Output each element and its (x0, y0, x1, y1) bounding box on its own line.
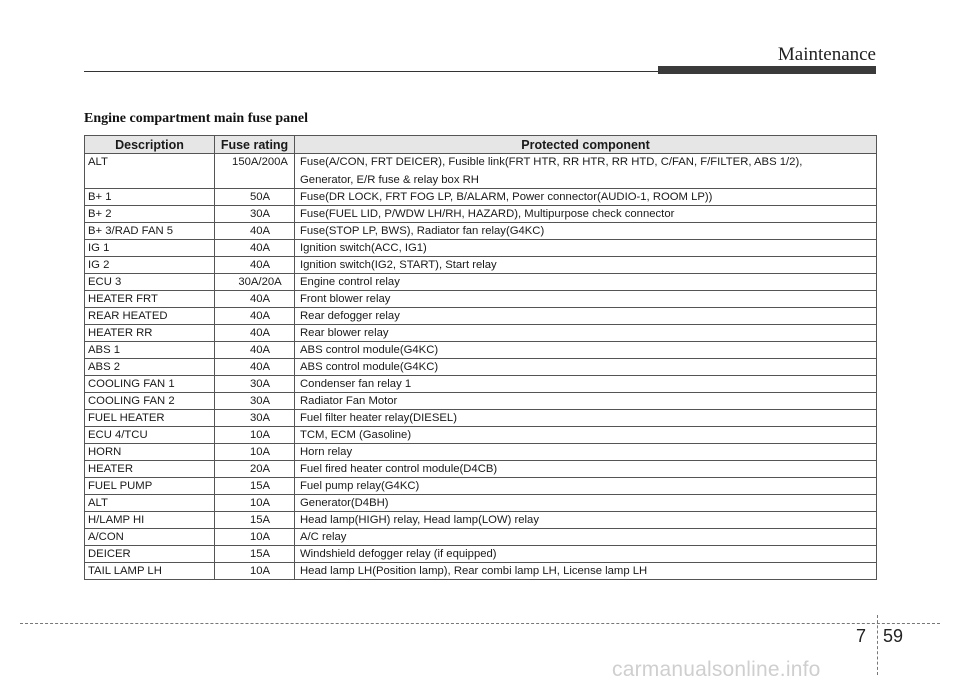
cell-fuse-rating (215, 393, 295, 410)
cell-protected-component-text: Head lamp LH(Position lamp), Rear combi lamp LH, License lamp LH (300, 565, 648, 577)
cell-description (85, 342, 215, 359)
table-row (85, 223, 877, 240)
cell-protected-component-text: Generator(D4BH) (300, 497, 389, 509)
cell-fuse-rating (215, 512, 295, 529)
cell-description (85, 359, 215, 376)
cell-protected-component (295, 376, 877, 393)
cell-fuse-rating (215, 154, 295, 189)
cell-description (85, 529, 215, 546)
cell-fuse-rating (215, 240, 295, 257)
cell-description (85, 478, 215, 495)
cell-description-text: FUEL PUMP (88, 480, 153, 492)
table-row (85, 291, 877, 308)
cell-protected-component-text: Fuse(STOP LP, BWS), Radiator fan relay(G4KC) (300, 225, 545, 237)
cell-description (85, 240, 215, 257)
cell-protected-component (295, 240, 877, 257)
cell-description-text: ECU 3 (88, 276, 122, 288)
cell-fuse-rating (215, 444, 295, 461)
cell-description-text: HEATER FRT (88, 293, 158, 305)
cell-protected-component (295, 308, 877, 325)
table-row (85, 461, 877, 478)
cell-description-text: IG 2 (88, 259, 110, 271)
cell-description (85, 308, 215, 325)
cell-fuse-rating-text: 15A (249, 480, 271, 492)
cell-fuse-rating (215, 291, 295, 308)
table-row (85, 154, 877, 189)
cell-description-text: HEATER RR (88, 327, 153, 339)
cell-protected-component-text: Fuel pump relay(G4KC) (300, 480, 420, 492)
cell-fuse-rating (215, 461, 295, 478)
cell-protected-component (295, 274, 877, 291)
table-row (85, 495, 877, 512)
cell-description-text: REAR HEATED (88, 310, 168, 322)
cell-description (85, 410, 215, 427)
cell-description-text: ALT (88, 156, 108, 168)
cell-fuse-rating-text: 15A (249, 548, 271, 560)
cell-protected-component (295, 427, 877, 444)
cell-fuse-rating-text: 40A (249, 225, 271, 237)
footer-dashed-divider (877, 615, 878, 675)
cell-protected-component-text: Horn relay (300, 446, 353, 458)
cell-description-text: ECU 4/TCU (88, 429, 148, 441)
cell-protected-component-text-line2: Generator, E/R fuse & relay box RH (300, 174, 479, 186)
cell-protected-component-text: Engine control relay (300, 276, 400, 288)
cell-fuse-rating-text: 30A (249, 378, 271, 390)
table-row (85, 427, 877, 444)
cell-description (85, 376, 215, 393)
cell-protected-component-text: Ignition switch(ACC, IG1) (300, 242, 427, 254)
cell-fuse-rating (215, 359, 295, 376)
table-row (85, 529, 877, 546)
column-header-fuse-rating: Fuse rating (215, 136, 295, 154)
cell-description (85, 546, 215, 563)
cell-fuse-rating-text: 30A/20A (238, 276, 282, 288)
header-rule-thin (84, 71, 658, 72)
cell-fuse-rating-text: 20A (249, 463, 271, 475)
watermark: carmanualsonline.info (612, 658, 821, 681)
cell-description (85, 427, 215, 444)
cell-protected-component-text: Fuel fired heater control module(D4CB) (300, 463, 498, 475)
cell-fuse-rating-text: 10A (249, 565, 271, 577)
cell-description (85, 189, 215, 206)
footer-dashed-rule (20, 623, 940, 624)
cell-protected-component (295, 223, 877, 240)
cell-description-text: A/CON (88, 531, 124, 543)
cell-protected-component (295, 359, 877, 376)
cell-protected-component (295, 410, 877, 427)
cell-description (85, 563, 215, 580)
cell-fuse-rating (215, 529, 295, 546)
cell-description (85, 291, 215, 308)
page-header-title: Maintenance (777, 44, 876, 65)
cell-description-text: ABS 2 (88, 361, 121, 373)
cell-protected-component (295, 206, 877, 223)
cell-fuse-rating (215, 189, 295, 206)
cell-protected-component-text: Fuse(A/CON, FRT DEICER), Fusible link(FRT HTR, RR HTR, RR HTD, C/FAN, F/FILTER, ABS 1/2), (300, 156, 803, 168)
cell-protected-component (295, 529, 877, 546)
cell-description-text: HEATER (88, 463, 133, 475)
cell-fuse-rating-text: 30A (249, 208, 271, 220)
cell-fuse-rating (215, 495, 295, 512)
cell-description (85, 223, 215, 240)
cell-fuse-rating-text: 40A (249, 361, 271, 373)
cell-protected-component (295, 189, 877, 206)
cell-fuse-rating-text: 10A (249, 429, 271, 441)
cell-protected-component-text: Condenser fan relay 1 (300, 378, 412, 390)
cell-fuse-rating (215, 206, 295, 223)
cell-fuse-rating-text: 10A (249, 497, 271, 509)
cell-fuse-rating-text: 10A (249, 446, 271, 458)
fuse-table (84, 135, 877, 580)
cell-description (85, 444, 215, 461)
column-header-description: Description (85, 136, 215, 154)
table-row (85, 444, 877, 461)
cell-description (85, 325, 215, 342)
cell-description-text: DEICER (88, 548, 131, 560)
cell-description (85, 495, 215, 512)
cell-fuse-rating (215, 478, 295, 495)
cell-protected-component (295, 495, 877, 512)
cell-fuse-rating (215, 546, 295, 563)
cell-protected-component (295, 563, 877, 580)
cell-protected-component-text: Rear defogger relay (300, 310, 400, 322)
cell-description-text: B+ 2 (88, 208, 112, 220)
cell-fuse-rating-text: 40A (249, 259, 271, 271)
cell-fuse-rating (215, 257, 295, 274)
table-row (85, 478, 877, 495)
cell-protected-component (295, 325, 877, 342)
cell-fuse-rating-text: 15A (249, 514, 271, 526)
cell-description (85, 257, 215, 274)
cell-fuse-rating-text: 10A (249, 531, 271, 543)
cell-fuse-rating-text: 30A (249, 412, 271, 424)
cell-protected-component-text: ABS control module(G4KC) (300, 361, 439, 373)
cell-protected-component (295, 154, 877, 189)
cell-description-text: TAIL LAMP LH (88, 565, 162, 577)
cell-fuse-rating (215, 427, 295, 444)
cell-protected-component-text: Ignition switch(IG2, START), Start relay (300, 259, 497, 271)
cell-fuse-rating-text: 40A (249, 310, 271, 322)
cell-protected-component-text: A/C relay (300, 531, 347, 543)
table-row (85, 376, 877, 393)
cell-fuse-rating (215, 342, 295, 359)
cell-protected-component (295, 478, 877, 495)
cell-description-text: B+ 3/RAD FAN 5 (88, 225, 174, 237)
cell-protected-component (295, 546, 877, 563)
cell-description-text: ABS 1 (88, 344, 121, 356)
cell-protected-component (295, 444, 877, 461)
table-row (85, 393, 877, 410)
cell-description (85, 461, 215, 478)
cell-description (85, 274, 215, 291)
cell-fuse-rating (215, 308, 295, 325)
cell-protected-component (295, 342, 877, 359)
cell-protected-component-text: ABS control module(G4KC) (300, 344, 439, 356)
cell-fuse-rating (215, 410, 295, 427)
table-row (85, 546, 877, 563)
table-row (85, 240, 877, 257)
cell-protected-component-text: TCM, ECM (Gasoline) (300, 429, 412, 441)
cell-fuse-rating-text: 30A (249, 395, 271, 407)
cell-description-text: COOLING FAN 1 (88, 378, 175, 390)
cell-description-text: HORN (88, 446, 122, 458)
cell-fuse-rating (215, 223, 295, 240)
cell-protected-component-text: Fuse(FUEL LID, P/WDW LH/RH, HAZARD), Multipurpose check connector (300, 208, 675, 220)
cell-protected-component (295, 257, 877, 274)
table-row (85, 342, 877, 359)
header-rule-thick (658, 66, 876, 74)
table-row (85, 308, 877, 325)
cell-fuse-rating (215, 376, 295, 393)
table-row (85, 563, 877, 580)
cell-fuse-rating-text: 50A (249, 191, 271, 203)
cell-description (85, 512, 215, 529)
cell-fuse-rating (215, 325, 295, 342)
chapter-number: 7 (856, 626, 867, 646)
column-header-protected-component: Protected component (295, 136, 877, 154)
table-row (85, 410, 877, 427)
cell-protected-component (295, 291, 877, 308)
cell-description-text: IG 1 (88, 242, 110, 254)
cell-description (85, 393, 215, 410)
cell-fuse-rating (215, 563, 295, 580)
cell-fuse-rating (215, 274, 295, 291)
cell-fuse-rating-text: 150A/200A (232, 156, 288, 168)
cell-description-text: FUEL HEATER (88, 412, 165, 424)
cell-description-text: H/LAMP HI (88, 514, 145, 526)
section-title: Engine compartment main fuse panel (84, 111, 308, 126)
table-row (85, 257, 877, 274)
table-row (85, 325, 877, 342)
cell-protected-component-text: Rear blower relay (300, 327, 389, 339)
cell-description (85, 206, 215, 223)
cell-protected-component-text: Fuse(DR LOCK, FRT FOG LP, B/ALARM, Power connector(AUDIO-1, ROOM LP)) (300, 191, 713, 203)
cell-description (85, 154, 215, 189)
table-row (85, 189, 877, 206)
cell-description-text: ALT (88, 497, 108, 509)
fuse-table-body (85, 154, 877, 580)
cell-protected-component (295, 461, 877, 478)
cell-fuse-rating-text: 40A (249, 242, 271, 254)
cell-protected-component (295, 393, 877, 410)
table-row (85, 359, 877, 376)
table-header-row (85, 136, 877, 154)
page-number: 59 (883, 626, 904, 646)
cell-description-text: B+ 1 (88, 191, 112, 203)
cell-fuse-rating-text: 40A (249, 293, 271, 305)
cell-fuse-rating-text: 40A (249, 327, 271, 339)
cell-protected-component (295, 512, 877, 529)
cell-description-text: COOLING FAN 2 (88, 395, 175, 407)
cell-protected-component-text: Windshield defogger relay (if equipped) (300, 548, 497, 560)
cell-protected-component-text: Front blower relay (300, 293, 391, 305)
table-row (85, 274, 877, 291)
cell-protected-component-text: Head lamp(HIGH) relay, Head lamp(LOW) relay (300, 514, 539, 526)
cell-protected-component-text: Fuel filter heater relay(DIESEL) (300, 412, 457, 424)
table-row (85, 512, 877, 529)
table-row (85, 206, 877, 223)
cell-fuse-rating-text: 40A (249, 344, 271, 356)
cell-protected-component-text: Radiator Fan Motor (300, 395, 398, 407)
